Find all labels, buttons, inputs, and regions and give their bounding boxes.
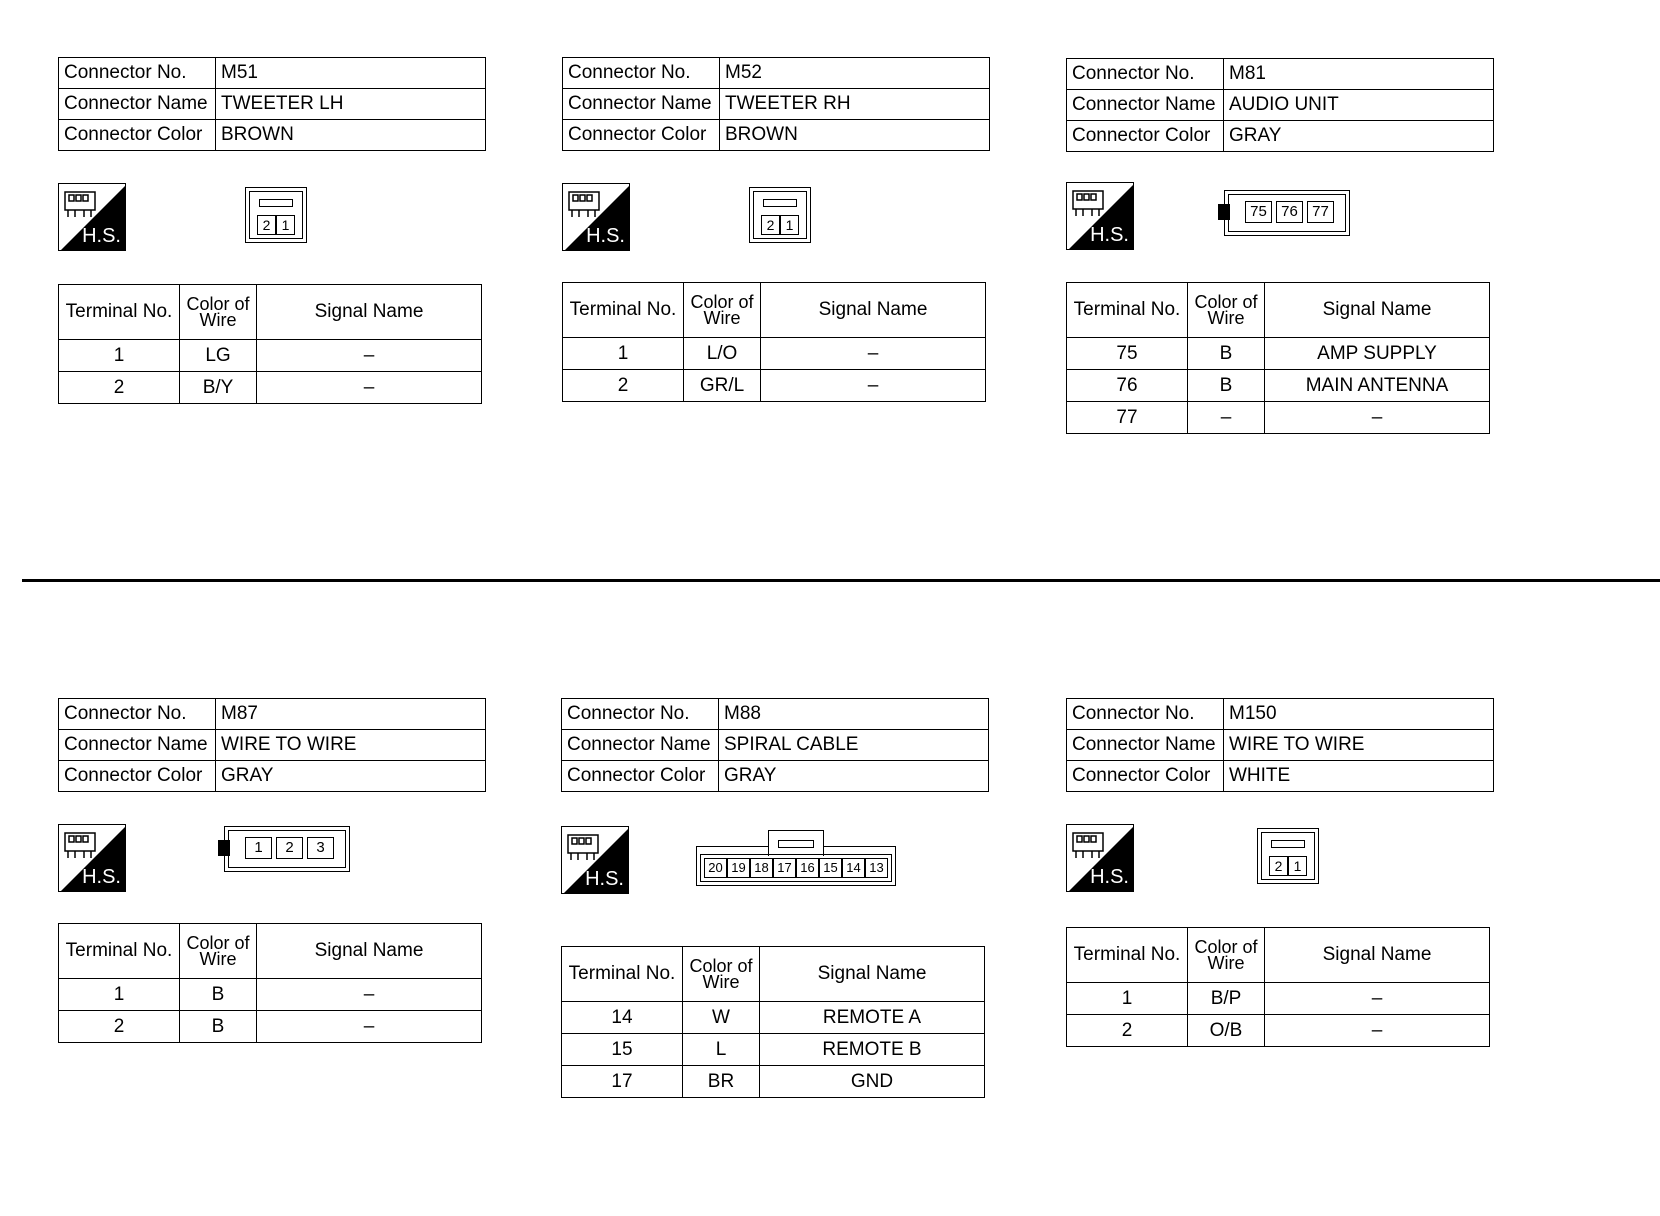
harness-side-icon	[1066, 182, 1134, 250]
connector-no-row	[59, 58, 486, 89]
terminal-table	[1066, 927, 1490, 1047]
terminal-no-cell: 2	[59, 372, 180, 404]
connector-face	[1218, 190, 1350, 236]
signal-name-cell: –	[257, 372, 482, 404]
hs-label: H.S.	[586, 225, 625, 247]
wire-color-cell: W	[683, 1002, 760, 1034]
harness-side-icon	[561, 826, 629, 894]
wire-color-cell: L/O	[684, 338, 761, 370]
connector-name-label: Connector Name	[563, 89, 720, 120]
connector-no-label: Connector No.	[1067, 699, 1224, 730]
connector-pin: 1	[245, 837, 272, 859]
color-of-wire-line1: Color of	[186, 933, 250, 953]
connector-name-label: Connector Name	[562, 730, 719, 761]
connector-pin: 3	[307, 837, 334, 859]
terminal-table	[58, 284, 482, 404]
connector-pin: 16	[796, 858, 819, 878]
signal-name-cell: REMOTE B	[760, 1034, 985, 1066]
connector-pin: 20	[704, 858, 727, 878]
table-row	[59, 340, 482, 372]
connector-pin: 77	[1307, 201, 1334, 223]
connector-color-row	[563, 120, 990, 151]
signal-name-header: Signal Name	[761, 283, 986, 338]
color-of-wire-line1: Color of	[689, 956, 753, 976]
connector-no-row	[59, 699, 486, 730]
connector-info-table	[1066, 58, 1494, 152]
connector-color-label: Connector Color	[563, 120, 720, 151]
connector-block-0	[58, 57, 498, 477]
hs-label: H.S.	[1090, 224, 1129, 246]
connector-block-2	[1066, 58, 1506, 478]
terminal-no-cell: 76	[1067, 370, 1188, 402]
connector-name-row	[562, 730, 989, 761]
terminal-table	[58, 923, 482, 1043]
terminal-no-cell: 15	[562, 1034, 683, 1066]
terminal-no-cell: 1	[59, 979, 180, 1011]
terminal-no-cell: 75	[1067, 338, 1188, 370]
terminal-table	[561, 946, 985, 1098]
wire-color-cell: B/Y	[180, 372, 257, 404]
connector-face	[218, 826, 350, 872]
signal-name-cell: –	[257, 1011, 482, 1043]
terminal-no-cell: 1	[59, 340, 180, 372]
connector-pin: 13	[865, 858, 888, 878]
connector-pin: 14	[842, 858, 865, 878]
wire-color-cell: L	[683, 1034, 760, 1066]
signal-name-cell: –	[257, 340, 482, 372]
color-of-wire-line1: Color of	[690, 292, 754, 312]
harness-side-icon	[1066, 824, 1134, 892]
connector-no-label: Connector No.	[1067, 59, 1224, 90]
connector-pin: 2	[257, 215, 276, 235]
wire-color-cell: LG	[180, 340, 257, 372]
connector-no-value: M52	[720, 58, 990, 89]
color-of-wire-line2: Wire	[199, 949, 237, 969]
connector-face	[245, 187, 307, 243]
connector-name-value: TWEETER RH	[720, 89, 990, 120]
connector-name-value: TWEETER LH	[216, 89, 486, 120]
connector-name-label: Connector Name	[1067, 730, 1224, 761]
color-of-wire-line2: Wire	[1207, 308, 1245, 328]
connector-color-label: Connector Color	[59, 120, 216, 151]
connector-no-row	[563, 58, 990, 89]
wire-color-cell: BR	[683, 1066, 760, 1098]
connector-pin: 18	[750, 858, 773, 878]
connector-color-label: Connector Color	[562, 761, 719, 792]
hs-label: H.S.	[1090, 866, 1129, 888]
connector-color-row	[59, 761, 486, 792]
terminal-table	[562, 282, 986, 402]
connector-name-label: Connector Name	[59, 730, 216, 761]
terminal-header-row	[59, 924, 482, 979]
signal-name-cell: MAIN ANTENNA	[1265, 370, 1490, 402]
terminal-no-cell: 77	[1067, 402, 1188, 434]
wire-color-cell: –	[1188, 402, 1265, 434]
terminal-no-header: Terminal No.	[59, 924, 180, 979]
connector-pin: 76	[1276, 201, 1303, 223]
table-row	[562, 1034, 985, 1066]
terminal-no-header: Terminal No.	[562, 947, 683, 1002]
color-of-wire-line2: Wire	[703, 308, 741, 328]
connector-color-row	[562, 761, 989, 792]
connector-pin: 15	[819, 858, 842, 878]
table-row	[59, 979, 482, 1011]
terminal-no-cell: 14	[562, 1002, 683, 1034]
signal-name-cell: –	[761, 370, 986, 402]
connector-no-row	[562, 699, 989, 730]
signal-name-header: Signal Name	[1265, 928, 1490, 983]
color-of-wire-header	[1188, 928, 1265, 983]
table-row	[59, 1011, 482, 1043]
connector-color-label: Connector Color	[1067, 761, 1224, 792]
connector-info-table	[561, 698, 989, 792]
connector-name-value: AUDIO UNIT	[1224, 90, 1494, 121]
color-of-wire-line1: Color of	[1194, 292, 1258, 312]
hs-label: H.S.	[82, 866, 121, 888]
connector-color-value: BROWN	[216, 120, 486, 151]
section-divider	[22, 579, 1660, 582]
signal-name-header: Signal Name	[257, 285, 482, 340]
color-of-wire-header	[1188, 283, 1265, 338]
connector-pin: 17	[773, 858, 796, 878]
color-of-wire-header	[180, 924, 257, 979]
connector-pin: 75	[1245, 201, 1272, 223]
connector-pin: 2	[276, 837, 303, 859]
connector-name-row	[59, 730, 486, 761]
color-of-wire-line1: Color of	[1194, 937, 1258, 957]
terminal-no-cell: 1	[1067, 983, 1188, 1015]
connector-block-1	[562, 57, 1002, 477]
hs-label: H.S.	[585, 868, 624, 890]
signal-name-cell: –	[761, 338, 986, 370]
connector-info-table	[58, 698, 486, 792]
wire-color-cell: B	[1188, 338, 1265, 370]
wire-color-cell: B	[180, 1011, 257, 1043]
table-row	[562, 1066, 985, 1098]
color-of-wire-line2: Wire	[1207, 953, 1245, 973]
terminal-no-cell: 2	[1067, 1015, 1188, 1047]
connector-color-row	[1067, 761, 1494, 792]
connector-name-value: WIRE TO WIRE	[1224, 730, 1494, 761]
wire-color-cell: B	[180, 979, 257, 1011]
signal-name-cell: AMP SUPPLY	[1265, 338, 1490, 370]
connector-no-row	[1067, 59, 1494, 90]
connector-name-row	[563, 89, 990, 120]
connector-name-row	[59, 89, 486, 120]
table-row	[563, 370, 986, 402]
connector-color-row	[1067, 121, 1494, 152]
connector-pin: 1	[1288, 856, 1307, 876]
connector-no-value: M87	[216, 699, 486, 730]
signal-name-header: Signal Name	[1265, 283, 1490, 338]
connector-color-value: GRAY	[1224, 121, 1494, 152]
hs-label: H.S.	[82, 225, 121, 247]
connector-face	[1257, 828, 1319, 884]
connector-name-row	[1067, 730, 1494, 761]
connector-info-table	[1066, 698, 1494, 792]
terminal-no-cell: 17	[562, 1066, 683, 1098]
connector-no-value: M51	[216, 58, 486, 89]
table-row	[59, 372, 482, 404]
connector-block-4	[561, 698, 1001, 1118]
terminal-header-row	[1067, 283, 1490, 338]
connector-no-value: M150	[1224, 699, 1494, 730]
connector-info-table	[58, 57, 486, 151]
color-of-wire-line1: Color of	[186, 294, 250, 314]
color-of-wire-line2: Wire	[199, 310, 237, 330]
terminal-header-row	[562, 947, 985, 1002]
terminal-no-header: Terminal No.	[1067, 283, 1188, 338]
connector-color-value: WHITE	[1224, 761, 1494, 792]
connector-pin: 19	[727, 858, 750, 878]
connector-no-value: M81	[1224, 59, 1494, 90]
table-row	[1067, 338, 1490, 370]
connector-name-label: Connector Name	[59, 89, 216, 120]
signal-name-cell: –	[257, 979, 482, 1011]
signal-name-header: Signal Name	[257, 924, 482, 979]
wire-color-cell: B/P	[1188, 983, 1265, 1015]
signal-name-header: Signal Name	[760, 947, 985, 1002]
table-row	[1067, 983, 1490, 1015]
connector-block-5	[1066, 698, 1506, 1118]
color-of-wire-header	[180, 285, 257, 340]
terminal-no-header: Terminal No.	[59, 285, 180, 340]
connector-pin: 2	[761, 215, 780, 235]
connector-pin: 2	[1269, 856, 1288, 876]
terminal-no-cell: 2	[563, 370, 684, 402]
connector-pin: 1	[276, 215, 295, 235]
connector-name-row	[1067, 90, 1494, 121]
color-of-wire-line2: Wire	[702, 972, 740, 992]
connector-color-value: GRAY	[719, 761, 989, 792]
harness-side-icon	[562, 183, 630, 251]
signal-name-cell: GND	[760, 1066, 985, 1098]
connector-block-3	[58, 698, 498, 1118]
harness-side-icon	[58, 824, 126, 892]
connector-no-label: Connector No.	[562, 699, 719, 730]
wire-color-cell: GR/L	[684, 370, 761, 402]
connector-no-value: M88	[719, 699, 989, 730]
connector-pin: 1	[780, 215, 799, 235]
harness-side-icon	[58, 183, 126, 251]
table-row	[1067, 1015, 1490, 1047]
wire-color-cell: B	[1188, 370, 1265, 402]
signal-name-cell: –	[1265, 983, 1490, 1015]
terminal-no-cell: 1	[563, 338, 684, 370]
connector-info-table	[562, 57, 990, 151]
connector-face	[696, 830, 896, 886]
terminal-header-row	[563, 283, 986, 338]
connector-no-label: Connector No.	[59, 58, 216, 89]
connector-no-label: Connector No.	[563, 58, 720, 89]
table-row	[563, 338, 986, 370]
connector-color-value: BROWN	[720, 120, 990, 151]
connector-color-row	[59, 120, 486, 151]
table-row	[1067, 370, 1490, 402]
terminal-no-cell: 2	[59, 1011, 180, 1043]
terminal-header-row	[59, 285, 482, 340]
terminal-no-header: Terminal No.	[1067, 928, 1188, 983]
color-of-wire-header	[684, 283, 761, 338]
connector-name-value: WIRE TO WIRE	[216, 730, 486, 761]
color-of-wire-header	[683, 947, 760, 1002]
connector-face	[749, 187, 811, 243]
terminal-table	[1066, 282, 1490, 434]
connector-name-value: SPIRAL CABLE	[719, 730, 989, 761]
connector-color-value: GRAY	[216, 761, 486, 792]
signal-name-cell: –	[1265, 402, 1490, 434]
wire-color-cell: O/B	[1188, 1015, 1265, 1047]
table-row	[1067, 402, 1490, 434]
terminal-header-row	[1067, 928, 1490, 983]
terminal-no-header: Terminal No.	[563, 283, 684, 338]
connector-color-label: Connector Color	[1067, 121, 1224, 152]
signal-name-cell: REMOTE A	[760, 1002, 985, 1034]
connector-no-label: Connector No.	[59, 699, 216, 730]
connector-no-row	[1067, 699, 1494, 730]
connector-name-label: Connector Name	[1067, 90, 1224, 121]
signal-name-cell: –	[1265, 1015, 1490, 1047]
connector-color-label: Connector Color	[59, 761, 216, 792]
table-row	[562, 1002, 985, 1034]
